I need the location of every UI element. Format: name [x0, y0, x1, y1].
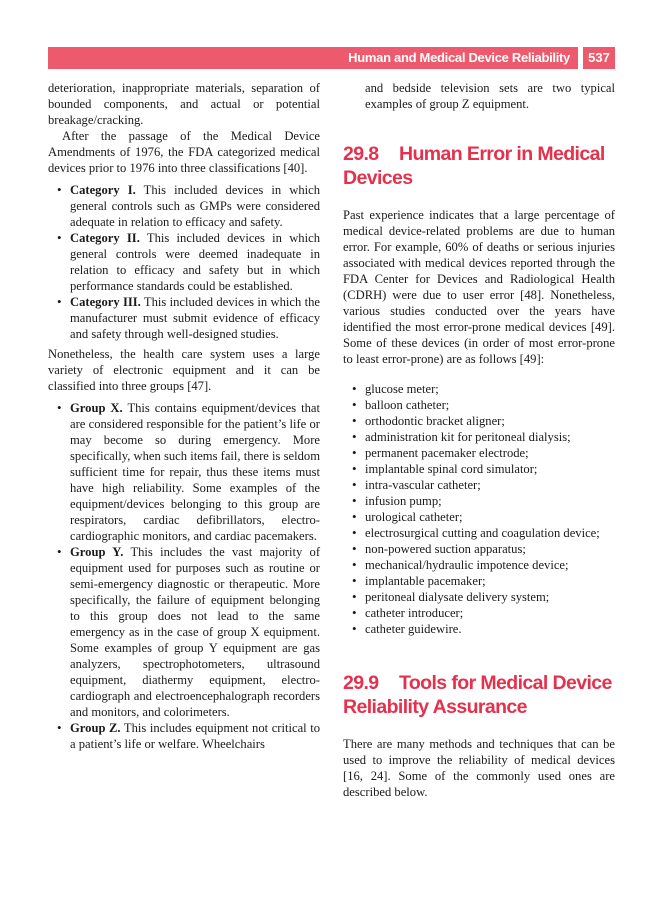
group-list [48, 400, 320, 752]
list-item: • permanent pacemaker electrode; [343, 445, 615, 461]
list-item: • catheter introducer; [343, 605, 615, 621]
list-item: • catheter guidewire. [343, 621, 615, 637]
list-item: • non-powered suction apparatus; [343, 541, 615, 557]
list-item [48, 230, 320, 294]
item-label: Group Y. [70, 545, 124, 559]
list-item: • peritoneal dialysate delivery system; [343, 589, 615, 605]
list-item: • implantable spinal cord simulator; [343, 461, 615, 477]
list-item [48, 294, 320, 342]
list-item [48, 720, 320, 752]
item-label: Group Z. [70, 721, 121, 735]
item-label: Group X. [70, 401, 123, 415]
list-item: • electrosurgical cutting and coagulation device; [343, 525, 615, 541]
running-head-title: Human and Medical Device Reliability [348, 50, 570, 65]
paragraph: deterioration, inappropriate materials, separation of bounded components, and actual or potential breakage/cracking. [48, 81, 320, 127]
paragraph: Nonetheless, the health care system uses a large variety of electronic equipment and it can be classified into three groups [47]. [48, 347, 320, 393]
device-list [343, 381, 615, 637]
paragraph: Past experience indicates that a large percentage of medical device-related problems are due to human error. For example, 60% of deaths or serious injuries associated with medical devices reported through the FDA Center for Devices and Radiological Health (CDRH) were due to user error [48]. Nonetheless, various studies conducted over the years have identified the most error-prone medical devices [49]. Some of these devices (in order of most error-prone to least error-prone) are as follows [49]: [343, 208, 615, 366]
list-item [48, 400, 320, 544]
item-label: Category I. [70, 183, 136, 197]
item-text: This included devices in which the manufacturer must submit evidence of efficacy and safety through well-designed studies. [70, 295, 320, 341]
section-title: Human Error in Medical Devices [343, 143, 605, 189]
page-number: 537 [583, 47, 615, 69]
list-item [48, 544, 320, 720]
list-item: • balloon catheter; [343, 397, 615, 413]
list-item: • administration kit for peritoneal dialysis; [343, 429, 615, 445]
section-title: Tools for Medical Device Reliability Assurance [343, 672, 612, 718]
left-column [48, 80, 320, 752]
list-item: • implantable pacemaker; [343, 573, 615, 589]
item-text: This includes the vast majority of equipment used for purposes such as routine or semi-emergency diagnostic or therapeutic. More specifically, the failure of equipment belonging to this group does not lead to the same emergency as in the case of group X equipment. Some examples of group Y equipment are gas analyzers, spectrophotometers, ultrasound equipment, diathermy equipment, electro-cardiograph and electroencephalograph recorders and monitors, and colorimeters. [70, 545, 321, 719]
item-label: Category II. [70, 231, 140, 245]
item-text: This included devices in which general controls were deemed inadequate in relation to efficacy and safety but in which performance standards could be established. [70, 231, 320, 293]
list-item: • glucose meter; [343, 381, 615, 397]
section-heading [343, 142, 615, 190]
list-item: • mechanical/hydraulic impotence device; [343, 557, 615, 573]
section-heading [343, 671, 615, 719]
list-item: • orthodontic bracket aligner; [343, 413, 615, 429]
list-item: • intra-vascular catheter; [343, 477, 615, 493]
section-number: 29.8 [343, 143, 379, 165]
section-number: 29.9 [343, 672, 379, 694]
paragraph: After the passage of the Medical Device Amendments of 1976, the FDA categorized medical devices prior to 1976 into three classifications [40]. [48, 129, 320, 175]
list-item: • urological catheter; [343, 509, 615, 525]
paragraph: and bedside television sets are two typical examples of group Z equipment. [365, 81, 615, 111]
list-item: • infusion pump; [343, 493, 615, 509]
category-list [48, 182, 320, 342]
item-text: This included devices in which general controls such as GMPs were considered adequate in relation to efficacy and safety. [70, 183, 320, 229]
list-item [48, 182, 320, 230]
item-text: This contains equipment/devices that are considered responsible for the patient’s life or may become so during emergency. More specifically, when such items fail, there is seldom sufficient time for repair, thus these items must have high reliability. Some examples of the equipment/devices belonging to this group are respirators, cardiac defibrillators, electro-cardiographic monitors, and cardiac pacemakers. [70, 401, 321, 543]
item-label: Category III. [70, 295, 141, 309]
right-column [343, 80, 615, 800]
item-text: This includes equipment not critical to a patient’s life or welfare. Wheelchairs [70, 721, 320, 751]
paragraph: There are many methods and techniques that can be used to improve the reliability of medical devices [16, 24]. Some of the commonly used ones are described below. [343, 737, 615, 799]
